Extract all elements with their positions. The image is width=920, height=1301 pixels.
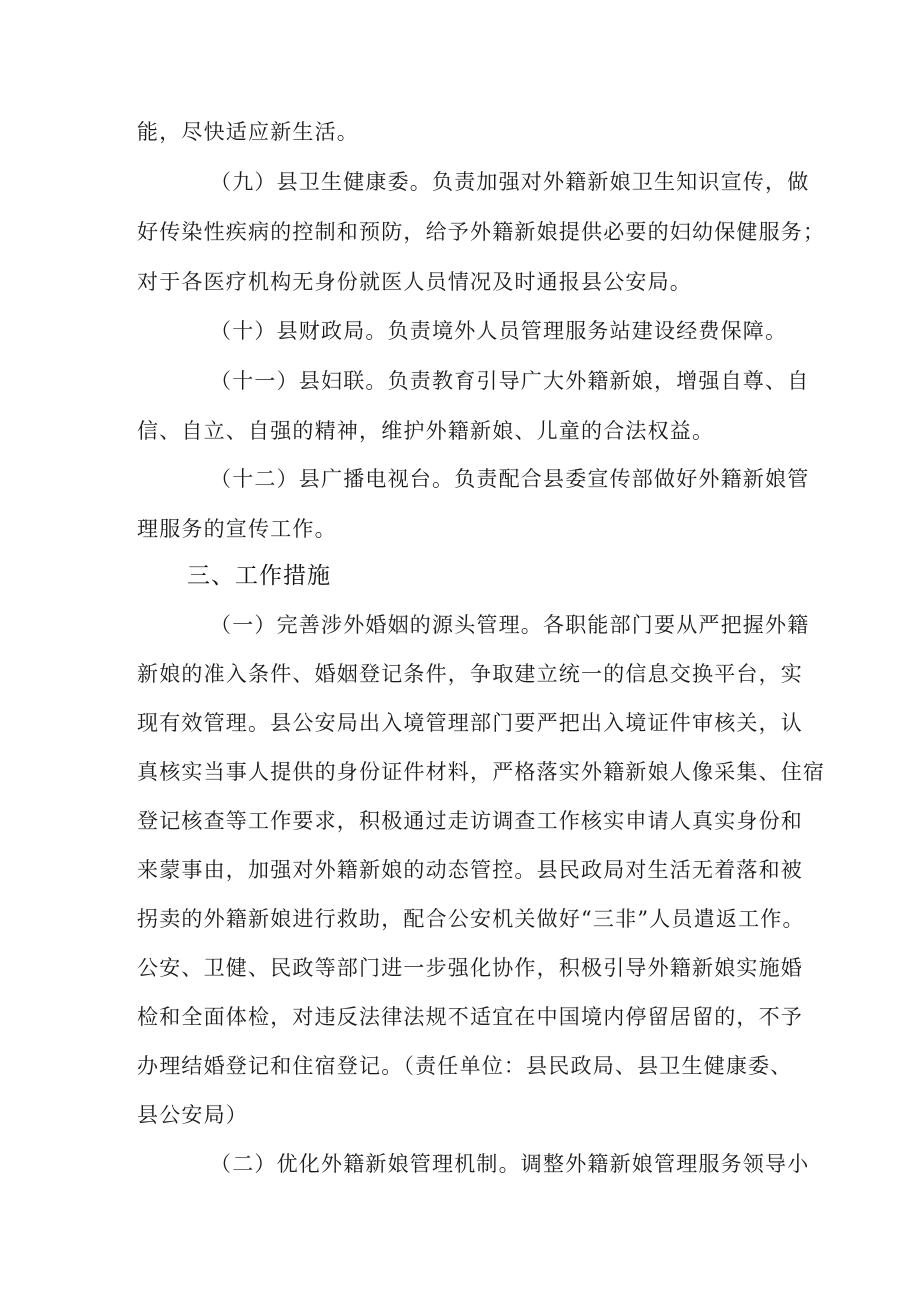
text-line-19: 检和全面体检，对违反法律法规不适宜在中国境内停留居留的，不予 xyxy=(137,1005,803,1029)
text-line-17: 拐卖的外籍新娘进行救助，配合公安机关做好“三非”人员遣返工作。 xyxy=(137,907,805,931)
text-line-15: 登记核查等工作要求，积极通过走访调查工作核实申请人真实身份和 xyxy=(137,809,803,833)
text-line-4: 对于各医疗机构无身份就医人员情况及时通报县公安局。 xyxy=(137,270,692,294)
text-line-9: 理服务的宣传工作。 xyxy=(137,517,337,541)
text-line-7: 信、自立、自强的精神，维护外籍新娘、儿童的合法权益。 xyxy=(137,419,715,443)
text-line-3: 好传染性疾病的控制和预防，给予外籍新娘提供必要的妇幼保健服务； xyxy=(137,220,826,244)
section-heading: 三、工作措施 xyxy=(187,563,331,589)
text-line-14: 真核实当事人提供的身份证件材料，严格落实外籍新娘人像采集、住宿 xyxy=(137,760,826,784)
text-line-16: 来蒙事由，加强对外籍新娘的动态管控。县民政局对生活无着落和被 xyxy=(137,858,803,882)
text-line-21: 县公安局） xyxy=(137,1103,248,1127)
text-line-11: （一）完善涉外婚姻的源头管理。各职能部门要从严把握外籍 xyxy=(210,613,810,637)
text-line-6: （十一）县妇联。负责教育引导广大外籍新娘，增强自尊、自 xyxy=(210,369,810,393)
text-line-12: 新娘的准入条件、婚姻登记条件，争取建立统一的信息交换平台，实 xyxy=(137,662,803,686)
text-line-8: （十二）县广播电视台。负责配合县委宣传部做好外籍新娘管 xyxy=(210,467,810,491)
text-line-1: 能，尽快适应新生活。 xyxy=(137,120,359,144)
text-line-5: （十）县财政局。负责境外人员管理服务站建设经费保障。 xyxy=(210,319,788,343)
text-line-2: （九）县卫生健康委。负责加强对外籍新娘卫生知识宣传，做 xyxy=(210,170,810,194)
text-line-13: 现有效管理。县公安局出入境管理部门要严把出入境证件审核关，认 xyxy=(137,711,803,735)
text-line-20: 办理结婚登记和住宿登记。（责任单位：县民政局、县卫生健康委、 xyxy=(137,1054,793,1078)
text-line-18: 公安、卫健、民政等部门进一步强化协作，积极引导外籍新娘实施婚 xyxy=(137,956,803,980)
text-line-22: （二）优化外籍新娘管理机制。调整外籍新娘管理服务领导小 xyxy=(210,1152,810,1176)
